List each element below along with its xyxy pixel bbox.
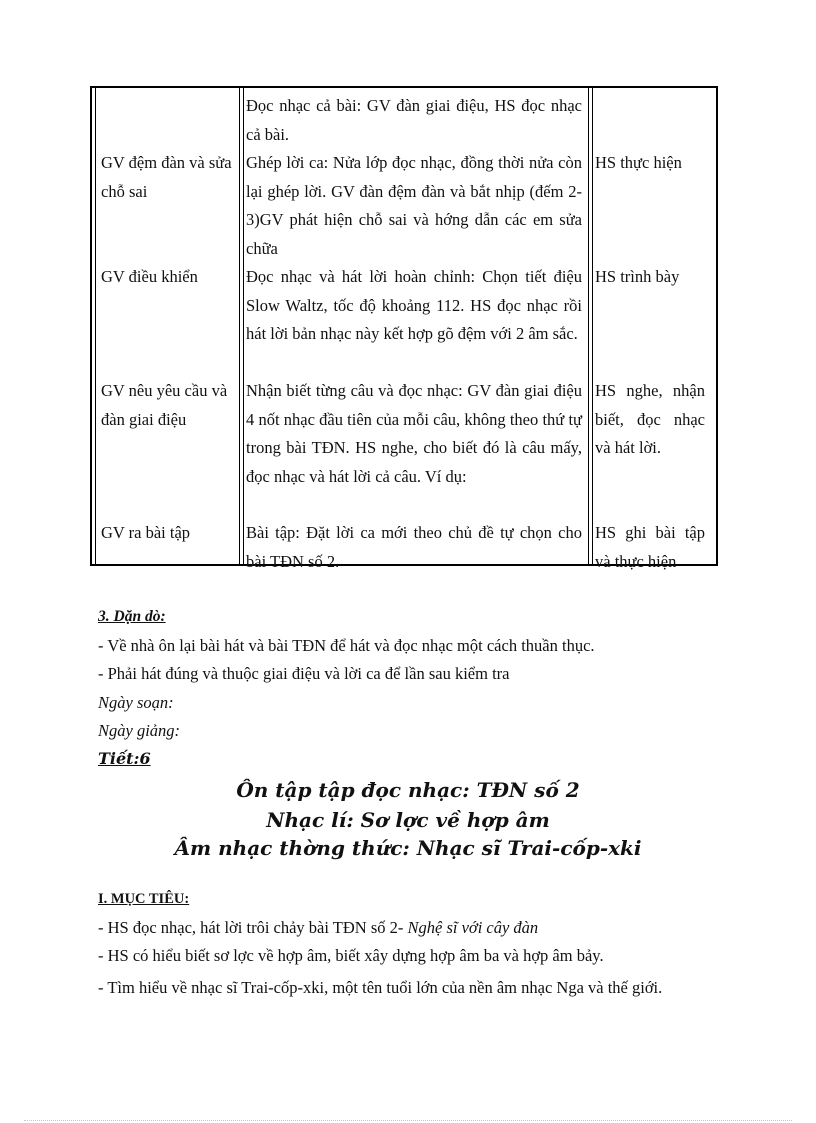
objective-item: - Tìm hiểu về nhạc sĩ Trai-cốp-xki, một tên tuổi lớn của nền âm nhạc Nga và thế giới. xyxy=(98,978,663,997)
date-taught: Ngày giảng: xyxy=(98,721,181,740)
content-column xyxy=(240,88,589,571)
song-title: Nghệ sĩ với cây đàn xyxy=(407,918,539,937)
lesson-title-line1: Ôn tập tập đọc nhạc: TĐN số 2 xyxy=(236,778,580,802)
content-cell: Bài tập: Đặt lời ca mới theo chủ đề tự chọn cho bài TĐN số 2. xyxy=(246,523,582,571)
teacher-cell: GV ra bài tập xyxy=(101,523,191,542)
lesson-title-line3: Âm nhạc thờng thức: Nhạc sĩ Trai-cốp-xki xyxy=(174,836,642,860)
teacher-cell: GV đệm đàn và sửa chỗ sai xyxy=(101,153,232,201)
student-cell: HS thực hiện xyxy=(595,153,682,172)
period-label: Tiết:6 xyxy=(98,749,151,768)
objective-text: - HS đọc nhạc, hát lời trôi chảy bài TĐN số 2- xyxy=(98,918,408,937)
homework-line: - Phải hát đúng và thuộc giai điệu và lời ca để lần sau kiểm tra xyxy=(98,664,510,683)
teacher-activity-column xyxy=(92,88,240,564)
student-cell: HS trình bày xyxy=(595,267,680,286)
content-cell: Nhận biết từng câu và đọc nhạc: GV đàn giai điệu 4 nốt nhạc đầu tiên của mỗi câu, không theo thứ tự trong bài TĐN. HS nghe, cho biết đó là câu mấy, đọc nhạc và hát lời cả câu. Ví dụ: xyxy=(246,381,582,486)
lesson-title-line2: Nhạc lí: Sơ lợc về hợp âm xyxy=(266,808,550,832)
date-prepared: Ngày soạn: xyxy=(98,693,174,712)
objectives-heading: I. MỤC TIÊU: xyxy=(98,891,190,907)
student-cell: HS nghe, nhận biết, đọc nhạc và hát lời. xyxy=(595,381,705,458)
objective-item: - HS có hiểu biết sơ lợc về hợp âm, biết xây dựng hợp âm ba và hợp âm bảy. xyxy=(98,946,604,965)
teacher-cell: GV điều khiển xyxy=(101,267,198,286)
content-cell: Đọc nhạc cả bài: GV đàn giai điệu, HS đọc nhạc cả bài. xyxy=(246,96,582,144)
content-cell: Ghép lời ca: Nửa lớp đọc nhạc, đồng thời nửa còn lại ghép lời. GV đàn đệm đàn và bắt nhịp (đếm 2-3)GV phát hiện chỗ sai và hớng dẫn các em sửa chữa xyxy=(246,153,582,258)
student-cell: HS ghi bài tập và thực hiện xyxy=(595,523,705,571)
homework-heading: 3. Dặn dò: xyxy=(98,608,166,625)
lesson-activity-table xyxy=(90,86,718,571)
objective-item xyxy=(98,918,538,938)
homework-line: - Về nhà ôn lại bài hát và bài TĐN để hát và đọc nhạc một cách thuần thục. xyxy=(98,636,595,655)
page-bottom-divider xyxy=(24,1120,792,1121)
content-cell: Đọc nhạc và hát lời hoàn chỉnh: Chọn tiết điệu Slow Waltz, tốc độ khoảng 112. HS đọc nhạc rồi hát lời bản nhạc này kết hợp gõ đệm với 2 âm sắc. xyxy=(246,267,582,344)
student-activity-column xyxy=(589,88,716,571)
teacher-cell: GV nêu yêu cầu và đàn giai điệu xyxy=(101,381,228,429)
